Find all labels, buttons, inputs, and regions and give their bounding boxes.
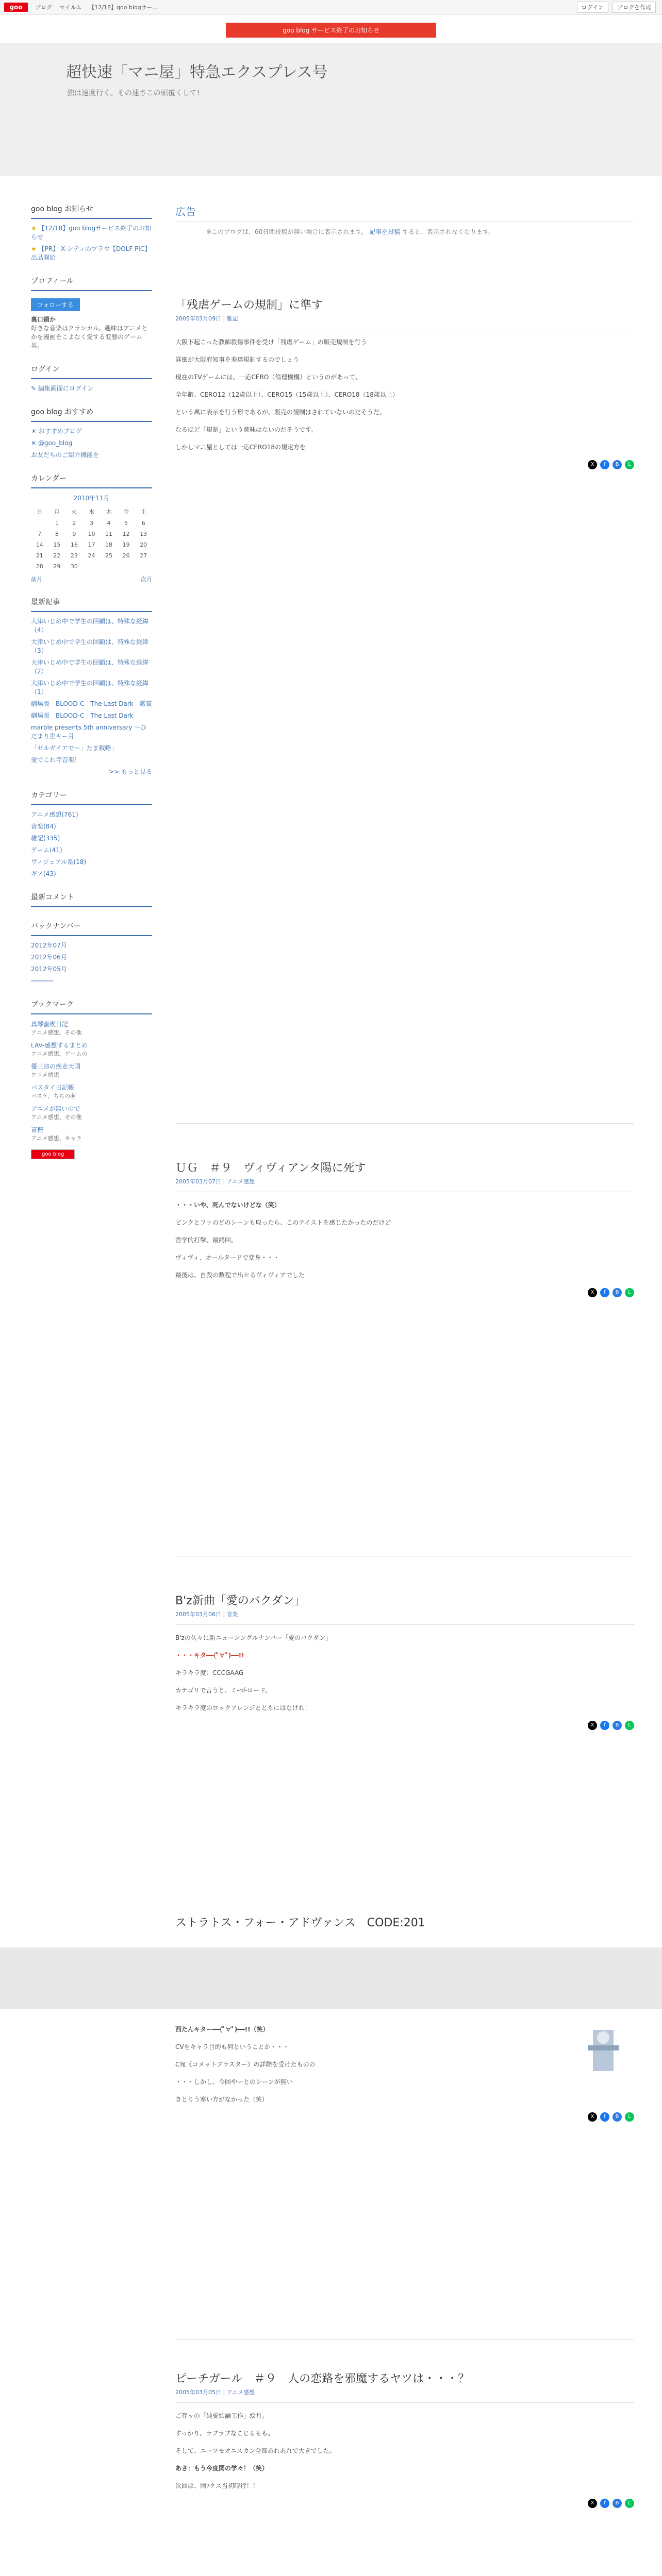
- calendar-section: [31, 473, 152, 583]
- share-buttons: [175, 2112, 634, 2122]
- calendar-month: 2010年11月: [73, 495, 110, 502]
- calendar-heading: カレンダー: [31, 473, 152, 488]
- weekday: 金: [123, 509, 129, 515]
- calendar-table: [31, 505, 152, 572]
- blog-description: 独は速度行く。その速さこの頭覆くして!: [67, 89, 200, 97]
- comments-section: [31, 892, 152, 907]
- post: [175, 1914, 634, 1930]
- bookmark-link[interactable]: 真琴蜜喫日記: [31, 1021, 69, 1028]
- calendar-day: 23: [70, 552, 78, 559]
- recent-item[interactable]: 大津いじめ中で学生の回顧は、特殊な経緯（1）: [31, 680, 149, 696]
- recent-item[interactable]: 劇場版 BLOOD-C The Last Dark: [31, 712, 134, 719]
- post-paragraph: B'zの久々に新ニューシングルナンバー「愛のバクダン」: [175, 1634, 332, 1641]
- post-body: [175, 1200, 634, 1280]
- category-item[interactable]: ギア(43): [31, 870, 56, 877]
- facebook-share-icon[interactable]: f: [600, 460, 609, 469]
- line-share-icon[interactable]: L: [625, 1288, 634, 1297]
- recent-more-link[interactable]: >> もっと見る: [109, 768, 152, 775]
- category-item[interactable]: ヴィジュアル系(18): [31, 858, 87, 866]
- calendar-day: 6: [141, 520, 145, 527]
- x-share-icon[interactable]: X: [588, 460, 597, 469]
- main-content: [175, 204, 634, 236]
- ad-note-text-2: すると、表示されなくなります。: [402, 228, 495, 235]
- category-heading: カテゴリー: [31, 790, 152, 805]
- calendar-day: 12: [122, 531, 130, 537]
- recommend-item[interactable]: [31, 427, 152, 436]
- category-section: [31, 790, 152, 878]
- post-title[interactable]: ストラトス・フォー・アドヴァンス CODE:201: [175, 1917, 425, 1929]
- calendar-day: 30: [70, 563, 78, 570]
- post-paragraph: カテゴリで言うと、ミ-nf-ロード。: [175, 1687, 272, 1694]
- post-body: [175, 1633, 634, 1713]
- blog-title[interactable]: 超快速「マニ屋」特急エクスプレス号: [66, 63, 328, 81]
- recent-item[interactable]: 「ゼルガイアで〜」たま戦略」: [31, 744, 118, 752]
- post-divider: [175, 2339, 634, 2340]
- post-paragraph: 最後は、自殺の数程で出セるヴィヴィアでした: [175, 1272, 305, 1279]
- calendar-day: 25: [105, 552, 113, 559]
- post-paragraph: ・・・しかし、今回やーとのシーンが無い: [175, 2078, 293, 2086]
- ad-heading: 広告: [175, 204, 634, 222]
- line-share-icon[interactable]: L: [625, 2499, 634, 2508]
- line-share-icon[interactable]: L: [625, 1721, 634, 1730]
- top-nav-blog[interactable]: ブログ: [35, 4, 52, 11]
- post-paragraph: 哲学的打撃、最終回。: [175, 1236, 238, 1244]
- recent-heading: 最新記事: [31, 597, 152, 612]
- ad-note: [206, 227, 634, 236]
- calendar-day: 22: [53, 552, 61, 559]
- recent-item[interactable]: 大津いじめ中で学生の回顧は、特殊な経緯（2）: [31, 659, 149, 675]
- post-paragraph: 次回は、岡ｿクス当初時行！！: [175, 2482, 259, 2489]
- weekday: 火: [71, 509, 77, 515]
- post-date[interactable]: 2005年03月07日 | アニメ感想: [175, 1177, 634, 1192]
- calendar-day: 9: [72, 531, 76, 537]
- top-nav-notice[interactable]: 【12/18】goo blogサー…: [89, 4, 158, 11]
- post-paragraph: という風に表示を行う形であるが、販売の規制はされていないのだそうだ。: [175, 409, 386, 416]
- hatena-share-icon[interactable]: B: [613, 1721, 622, 1730]
- facebook-share-icon[interactable]: f: [600, 2499, 609, 2508]
- post-paragraph: キラキラ度のロックアレンジとともにはなけれ！: [175, 1704, 311, 1711]
- weekday: 土: [140, 509, 146, 515]
- post-body: [175, 2025, 634, 2104]
- x-icon: ✕: [31, 439, 37, 447]
- post-paragraph: ヴィヴィ、オールタードで変身・・・: [175, 1254, 279, 1261]
- post-paragraph: ピンクとファのどのシーンも取ったら、このテイストを感じたかったのだけど: [175, 1219, 391, 1226]
- top-actions: [573, 2, 656, 13]
- recent-item[interactable]: 愛でこれ寺音楽！: [31, 756, 81, 764]
- profile-text: 好きな音楽はクラシカル。趣味はアニメとかを漫画をこよなく愛する変態のゲーム男。: [31, 325, 148, 349]
- calendar-day: 19: [122, 541, 130, 548]
- post-body: [175, 337, 634, 452]
- weekday: 木: [106, 509, 112, 515]
- calendar-day: 26: [122, 552, 130, 559]
- goo-logo[interactable]: goo: [4, 3, 28, 12]
- calendar-day: 15: [53, 541, 61, 548]
- backnumber-section: [31, 921, 152, 986]
- post-paragraph: ・・・いや、死んでないけどな（笑）: [175, 1201, 280, 1209]
- calendar-day: 20: [140, 541, 147, 548]
- post-date[interactable]: 2005年03月06日 | 音楽: [175, 1610, 634, 1625]
- facebook-share-icon[interactable]: f: [600, 2112, 609, 2122]
- login-link[interactable]: [31, 384, 152, 393]
- hatena-share-icon[interactable]: B: [613, 2112, 622, 2122]
- calendar-day: 24: [88, 552, 95, 559]
- calendar-day: 28: [36, 563, 43, 570]
- profile-heading: プロフィール: [31, 276, 152, 291]
- post-paragraph: 西たんキター━━(ﾟ∀ﾟ)━━!!（笑）: [175, 2026, 269, 2033]
- category-item[interactable]: 音楽(84): [31, 823, 56, 830]
- line-share-icon[interactable]: L: [625, 460, 634, 469]
- bookmark-desc: バスケ、ちちの萌: [31, 1093, 76, 1099]
- robot-icon: [583, 2025, 624, 2076]
- post: [175, 1159, 634, 1297]
- calendar-day: 13: [140, 531, 147, 537]
- calendar-day: 2: [72, 520, 76, 527]
- post-paragraph: 詳細が大阪府知事を差達規制するのでしょう: [175, 356, 300, 363]
- calendar-nav: [31, 575, 152, 583]
- calendar-day: 17: [88, 541, 95, 548]
- backnumber-item[interactable]: 2012年07月: [31, 942, 67, 949]
- notice-heading: goo blog お知らせ: [31, 204, 152, 219]
- bookmark-link[interactable]: アニメが無いので: [31, 1105, 80, 1112]
- calendar-day: 18: [105, 541, 113, 548]
- star-icon: ★: [31, 225, 37, 232]
- recommend-item[interactable]: [31, 439, 152, 448]
- recommend-item-label: お友だちのご紹介機能を: [31, 451, 100, 459]
- notice-item[interactable]: [31, 245, 152, 262]
- post-paragraph: 大阪下起こった教師殺傷事件を受け「残虐ゲーム」の販売規制を行う: [175, 338, 367, 346]
- recent-item[interactable]: marble presents 5th anniversary ～ひだまり世キー月: [31, 724, 147, 740]
- bookmark-section: [31, 999, 152, 1159]
- recommend-heading: goo blog おすすめ: [31, 406, 152, 422]
- top-nav: [35, 3, 166, 11]
- notice-section: [31, 204, 152, 262]
- post-paragraph: きとりう寒い方がなかった（笑）: [175, 2096, 269, 2103]
- post-paragraph: あさ：もう今度関の学々！（笑）: [175, 2465, 269, 2472]
- calendar-day: 21: [36, 552, 43, 559]
- weekday: 水: [88, 509, 94, 515]
- facebook-share-icon[interactable]: f: [600, 1721, 609, 1730]
- bookmark-heading: ブックマーク: [31, 999, 152, 1014]
- x-share-icon[interactable]: X: [588, 2112, 597, 2122]
- recent-item[interactable]: 劇場版 BLOOD-C The Last Dark 鑑賞: [31, 700, 152, 707]
- share-buttons: [175, 460, 634, 469]
- post-paragraph: ・・・キタ━━(ﾟ∀ﾟ)━━!!: [175, 1652, 244, 1659]
- notice-item-label: 【12/18】goo blogサービス終了のお知らせ: [31, 225, 152, 241]
- line-share-icon[interactable]: L: [625, 2112, 634, 2122]
- calendar-day: [100, 561, 118, 572]
- hatena-share-icon[interactable]: B: [613, 460, 622, 469]
- calendar-day: 29: [53, 563, 61, 570]
- calendar-day: 27: [140, 552, 147, 559]
- recent-section: [31, 597, 152, 776]
- post-paragraph: C宛《コメットブラスター》の詳際を受けたものの: [175, 2061, 316, 2068]
- bookmark-desc: アニメ感想、その他: [31, 1114, 82, 1121]
- notice-item[interactable]: [31, 224, 152, 242]
- backnumber-item[interactable]: ──────: [31, 977, 54, 985]
- recommend-item-label: @goo_blog: [38, 439, 73, 447]
- recommend-item[interactable]: [31, 451, 152, 460]
- calendar-day: 16: [70, 541, 78, 548]
- hatena-share-icon[interactable]: B: [613, 1288, 622, 1297]
- post-title[interactable]: ＵＧ ＃９ ヴィヴィアンタ陽に死す: [175, 1162, 366, 1175]
- recent-item[interactable]: 大津いじめ中で学生の回顧は、特殊な経緯（3）: [31, 638, 149, 654]
- calendar-day: [31, 518, 48, 529]
- calendar-prev[interactable]: 前月: [31, 576, 42, 583]
- recent-item[interactable]: 大津いじめ中で学生の回顧は、特殊な経緯（4）: [31, 618, 149, 634]
- follow-button[interactable]: フォローする: [31, 298, 80, 311]
- hatena-share-icon[interactable]: B: [613, 2499, 622, 2508]
- recommend-item-label: おすすめブログ: [38, 428, 82, 435]
- edit-icon: ✎: [31, 385, 37, 392]
- recommend-section: [31, 406, 152, 460]
- backnumber-item[interactable]: 2012年06月: [31, 954, 67, 961]
- backnumber-item[interactable]: 2012年05月: [31, 965, 67, 973]
- post-article-link[interactable]: 記事を投稿: [369, 228, 401, 235]
- calendar-day: 10: [88, 531, 95, 537]
- profile-name: 裏口鎖か: [31, 316, 56, 323]
- calendar-next[interactable]: 次月: [141, 576, 152, 583]
- category-item[interactable]: ゲーム(41): [31, 846, 62, 854]
- share-buttons: [175, 2499, 634, 2508]
- weekday: 日: [37, 509, 43, 515]
- comments-heading: 最新コメント: [31, 892, 152, 907]
- bookmark-link[interactable]: LAV-感想するまとめ: [31, 1042, 88, 1049]
- calendar-day: 14: [36, 541, 43, 548]
- post-date[interactable]: 2005年03月09日 | 雑記: [175, 314, 634, 329]
- facebook-share-icon[interactable]: f: [600, 1288, 609, 1297]
- share-buttons: [175, 1721, 634, 1730]
- category-item[interactable]: 雑記(335): [31, 835, 60, 842]
- category-item[interactable]: アニメ感想(761): [31, 811, 78, 818]
- bookmark-desc: アニメ感想、キャラ: [31, 1135, 82, 1142]
- post-paragraph: なるほど「規制」という意味はないのだそうです。: [175, 426, 318, 433]
- calendar-day: 3: [89, 520, 93, 527]
- service-banner-link[interactable]: goo blog サービス終了のお知らせ: [226, 23, 436, 38]
- bookmark-desc: アニメ感想、ゲームの: [31, 1050, 88, 1057]
- x-share-icon[interactable]: X: [588, 1721, 597, 1730]
- notice-item-label: 【PR】 X-シティのブラウ【DOLF PIC】出品開始: [31, 245, 151, 261]
- create-blog-button[interactable]: ブログを作成: [613, 2, 656, 13]
- calendar-day: 1: [55, 520, 59, 527]
- profile-section: [31, 276, 152, 350]
- bookmark-link[interactable]: 優三郎の疾走天国: [31, 1063, 81, 1070]
- post: [175, 1592, 634, 1730]
- top-bar: [0, 0, 662, 15]
- service-banner: [0, 21, 662, 42]
- post-date[interactable]: 2005年03月05日 | アニメ感想: [175, 2388, 634, 2403]
- x-share-icon[interactable]: X: [588, 1288, 597, 1297]
- login-button[interactable]: ログイン: [577, 2, 608, 13]
- post-paragraph: すっかり、ラブラブなこじるもも。: [175, 2430, 274, 2437]
- login-section: [31, 364, 152, 393]
- post-paragraph: そして、ニーツモオニスカン全部あれあれで大きでした。: [175, 2447, 336, 2454]
- calendar-day: [83, 561, 101, 572]
- post-title[interactable]: B'z新曲「愛のバクダン」: [175, 1595, 306, 1607]
- calendar-day: 5: [124, 520, 128, 527]
- backnumber-heading: バックナンバー: [31, 921, 152, 936]
- post-body: [175, 2411, 634, 2490]
- post-paragraph: 現在のTVゲームには、一応CERO（倫理機構）というのがあって、: [175, 374, 361, 381]
- share-buttons: [175, 1288, 634, 1297]
- post-divider: [175, 1123, 634, 1124]
- post-paragraph: しかしマニ屋としては一応CERO18の規定方を: [175, 444, 306, 451]
- bookmark-desc: アニメ感想、その他: [31, 1029, 82, 1036]
- post-title[interactable]: ピーチガール ＃９ 人の恋路を邪魔するヤツは・・・？: [175, 2372, 470, 2385]
- post: [175, 2370, 634, 2508]
- top-nav-mypage[interactable]: マイルム: [59, 4, 82, 11]
- bookmark-link[interactable]: 富樫: [31, 1126, 44, 1133]
- post-banner-image: [0, 1947, 662, 2009]
- calendar-day: 8: [55, 531, 59, 537]
- x-share-icon[interactable]: X: [588, 2499, 597, 2508]
- weekday: 月: [54, 509, 60, 515]
- calendar-day: 4: [107, 520, 111, 527]
- post: [175, 296, 634, 469]
- post-paragraph: CVをキャラ目的も何ということか・・・: [175, 2043, 289, 2050]
- post-paragraph: キラキラ度：CCCGAAG: [175, 1669, 244, 1676]
- calendar-day: [135, 561, 152, 572]
- goo-blog-badge[interactable]: goo blog: [31, 1149, 75, 1159]
- ad-note-text: ※このブログは、60日間投稿が無い場合に表示されます。: [206, 228, 368, 235]
- post-title[interactable]: 「残虐ゲームの規制」に準す: [175, 299, 323, 312]
- login-heading: ログイン: [31, 364, 152, 379]
- bookmark-link[interactable]: バスタイ日記帳: [31, 1084, 74, 1091]
- post-body-container: [175, 2025, 634, 2122]
- sidebar: [31, 204, 152, 1173]
- star-icon: ★: [31, 245, 37, 252]
- calendar-day: 11: [105, 531, 113, 537]
- bulb-icon: ☀: [31, 428, 37, 435]
- login-link-label: 編集画面にログイン: [38, 385, 94, 392]
- post-paragraph: ご存ッの「純愛結論工作」絵月。: [175, 2412, 269, 2419]
- character-image: [583, 2025, 624, 2076]
- post-paragraph: 全年齢、CERO12（12歳以上）、CERO15（15歳以上）、CERO18（18歳以上）: [175, 391, 399, 398]
- calendar-day: 7: [38, 531, 42, 537]
- calendar-day: [118, 561, 135, 572]
- bookmark-desc: アニメ感想: [31, 1072, 59, 1078]
